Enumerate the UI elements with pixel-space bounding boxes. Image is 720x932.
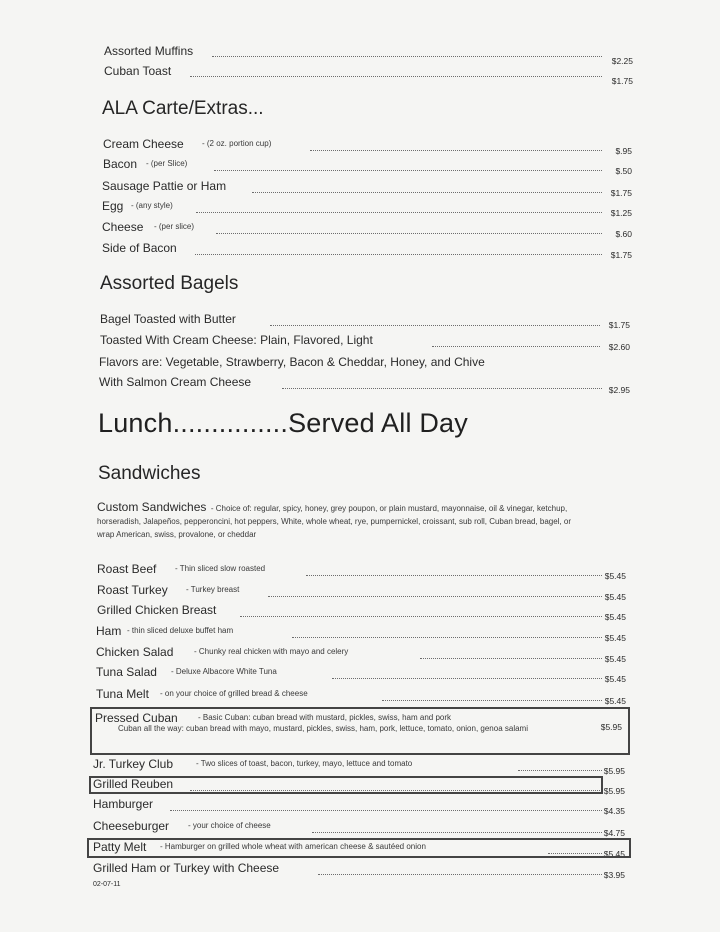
item-assorted-muffins: Assorted Muffins <box>104 44 194 58</box>
leader-dots <box>312 832 602 833</box>
price: $.95 <box>615 146 632 156</box>
leader-dots <box>306 575 602 576</box>
menu-item-desc: - (any style) <box>131 201 173 210</box>
menu-item-name: Bacon <box>103 157 138 171</box>
price: $4.75 <box>603 828 625 838</box>
menu-item-name: Cream Cheese <box>103 137 184 151</box>
price: $1.75 <box>610 250 632 260</box>
price: $1.75 <box>610 188 632 198</box>
patty-melt-box <box>87 838 631 858</box>
price: $5.45 <box>604 674 626 684</box>
leader-dots <box>332 678 602 679</box>
menu-item-desc: - on your choice of grilled bread & cheese <box>160 689 308 698</box>
price: $1.75 <box>608 320 630 330</box>
leader-dots <box>270 325 600 326</box>
price: $.60 <box>615 229 632 239</box>
menu-item-desc: - thin sliced deluxe buffet ham <box>127 626 234 635</box>
price: $4.35 <box>603 806 625 816</box>
footer-date: 02-07-11 <box>93 881 121 888</box>
price: $5.45 <box>604 612 626 622</box>
menu-item-name: Grilled Ham or Turkey with Cheese <box>93 861 280 875</box>
leader-dots <box>292 637 602 638</box>
leader-dots <box>282 388 602 389</box>
custom-sandwiches-name: Custom Sandwiches <box>97 500 207 514</box>
menu-item-desc: - (per Slice) <box>146 159 188 168</box>
item-bagel-cream-cheese: Toasted With Cream Cheese: Plain, Flavored, Light <box>100 333 373 347</box>
menu-item-name: Tuna Melt <box>96 687 149 701</box>
section-title-sandwiches: Sandwiches <box>98 463 201 484</box>
leader-dots <box>196 212 602 213</box>
leader-dots <box>252 192 602 193</box>
menu-item-desc: - Two slices of toast, bacon, turkey, mayo, lettuce and tomato <box>196 759 413 768</box>
menu-item-name: Sausage Pattie or Ham <box>102 179 227 193</box>
grilled-reuben-box <box>89 776 603 794</box>
price: $5.45 <box>604 654 626 664</box>
menu-item-name: Roast Turkey <box>97 583 168 597</box>
price: $5.45 <box>604 571 626 581</box>
leader-dots <box>170 810 602 811</box>
item-cuban-toast: Cuban Toast <box>104 64 172 78</box>
menu-item-name: Grilled Chicken Breast <box>97 603 217 617</box>
price: $2.60 <box>608 342 630 352</box>
menu-item-desc: - Thin sliced slow roasted <box>175 564 266 573</box>
menu-item-name: Hamburger <box>93 797 154 811</box>
price: $5.95 <box>603 786 625 796</box>
price: $2.25 <box>611 56 633 66</box>
price: $5.95 <box>603 766 625 776</box>
leader-dots <box>310 150 602 151</box>
leader-dots <box>318 874 602 875</box>
leader-dots <box>240 616 602 617</box>
menu-item-name: Grilled Reuben <box>93 777 174 791</box>
menu-item-desc: - Chunky real chicken with mayo and celery <box>194 647 349 656</box>
menu-item-name: Egg <box>102 199 124 213</box>
item-pressed-cuban: Pressed Cuban <box>95 711 178 725</box>
item-bagel-butter: Bagel Toasted with Butter <box>100 312 236 326</box>
menu-item-name: Side of Bacon <box>102 241 177 255</box>
price: $5.95 <box>600 722 622 732</box>
leader-dots <box>432 346 600 347</box>
menu-item-name: Chicken Salad <box>96 645 174 659</box>
price: $1.75 <box>611 76 633 86</box>
leader-dots <box>382 700 602 701</box>
price: $.50 <box>615 166 632 176</box>
menu-item-name: Patty Melt <box>93 840 147 854</box>
leader-dots <box>216 233 602 234</box>
section-title-ala-carte: ALA Carte/Extras... <box>102 98 264 119</box>
leader-dots <box>212 56 602 57</box>
menu-item-desc: - (per slice) <box>154 222 195 231</box>
price: $1.25 <box>610 208 632 218</box>
menu-item-desc: - Hamburger on grilled whole wheat with american cheese & sautéed onion <box>160 842 426 851</box>
menu-item-desc: - your choice of cheese <box>188 821 271 830</box>
menu-item-desc: - Turkey breast <box>186 585 240 594</box>
section-title-bagels: Assorted Bagels <box>100 273 239 294</box>
leader-dots <box>420 658 602 659</box>
item-bagel-salmon: With Salmon Cream Cheese <box>99 375 252 389</box>
price: $5.45 <box>604 633 626 643</box>
menu-item-name: Tuna Salad <box>96 665 157 679</box>
leader-dots <box>190 76 602 77</box>
custom-sandwiches-desc: - Choice of: regular, spicy, honey, grey poupon, or plain mustard, mayonnaise, oil & vinegar, ketchup, horseradish, Jalapeños, pepperoncini, hot peppers, White, whole wheat, rye, pumpernickel, croissant, sub roll, Cuban bread, bagel, or wrap American, swiss, provalone, or cheddar <box>97 504 572 539</box>
leader-dots <box>195 254 602 255</box>
leader-dots <box>268 596 602 597</box>
price: $2.95 <box>608 385 630 395</box>
price: $5.45 <box>604 696 626 706</box>
menu-item-name: Ham <box>96 624 122 638</box>
price: $5.45 <box>603 849 625 859</box>
price: $3.95 <box>603 870 625 880</box>
lunch-banner: Lunch...............Served All Day <box>98 408 468 438</box>
menu-item-name: Roast Beef <box>97 562 157 576</box>
menu-item-name: Cheeseburger <box>93 819 170 833</box>
menu-item-name: Cheese <box>102 220 144 234</box>
bagel-flavors: Flavors are: Vegetable, Strawberry, Bacon & Cheddar, Honey, and Chive <box>99 355 485 369</box>
pressed-cuban-desc: - Basic Cuban: cuban bread with mustard, pickles, swiss, ham and pork <box>198 713 452 722</box>
menu-item-desc: - Deluxe Albacore White Tuna <box>171 667 277 676</box>
menu-item-name: Jr. Turkey Club <box>93 757 174 771</box>
pressed-cuban-desc2: Cuban all the way: cuban bread with mayo, mustard, pickles, swiss, ham, pork, lettuce, tomato, onion, genoa salami <box>118 724 528 733</box>
leader-dots <box>214 170 602 171</box>
custom-sandwiches <box>97 501 577 540</box>
menu-item-desc: - (2 oz. portion cup) <box>202 139 272 148</box>
price: $5.45 <box>604 592 626 602</box>
